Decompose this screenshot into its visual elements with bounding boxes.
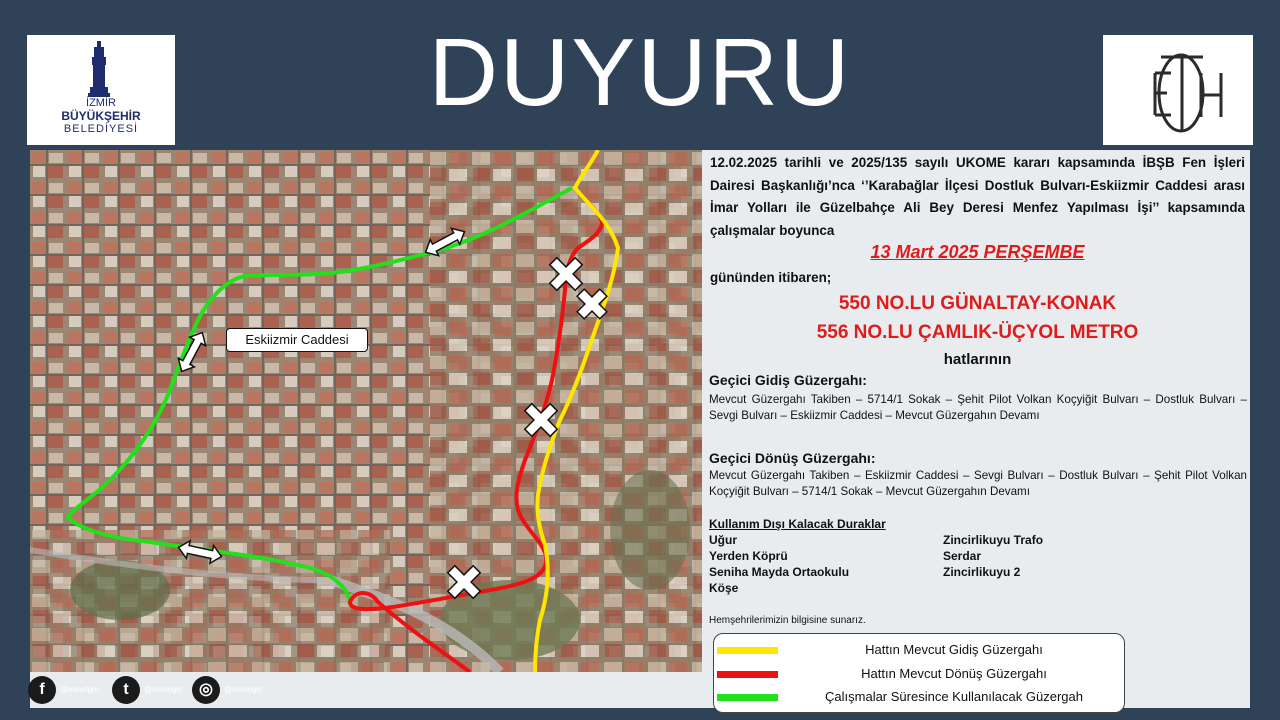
instagram-handle[interactable]: @eshotgm	[224, 685, 263, 694]
legend-label: Çalışmalar Süresince Kullanılacak Güzergah	[825, 689, 1083, 704]
legend-label: Hattın Mevcut Dönüş Güzergahı	[861, 666, 1047, 681]
bus-line-550: 550 NO.LU GÜNALTAY-KONAK	[838, 293, 1117, 314]
closing-note: Hemşehrilerimizin bilgisine sunarız.	[709, 615, 866, 626]
closed-stop: Uğur	[709, 533, 737, 547]
effective-date: 13 Mart 2025 PERŞEMBE	[870, 242, 1085, 262]
satellite-map-image	[30, 150, 702, 672]
legend-swatch-red	[717, 671, 778, 678]
closed-stop: Zincirlikuyu 2	[943, 565, 1021, 579]
legend-item-detour	[714, 687, 1126, 707]
logo-line-2: BÜYÜKŞEHİR	[61, 109, 141, 123]
effective-from-text: gününden itibaren;	[710, 270, 832, 285]
announcement-intro: 12.02.2025 tarihli ve 2025/135 sayılı UKOME kararı kapsamında İBŞB Fen İşleri Dairesi Başkanlığı’nca ‘’Karabağlar İlçesi Dostluk Bulvarı-Eskiizmir Caddesi arası İmar Yolları ile Güzelbahçe Ali Bey Deresi Menfez Yapılması İşi’’ kapsamında çalışmalar boyunca	[710, 155, 1245, 238]
return-route-heading: Geçici Dönüş Güzergahı:	[709, 450, 876, 466]
closed-stop: Yerden Köprü	[709, 549, 788, 563]
outbound-route-text: Mevcut Güzergahı Takiben – 5714/1 Sokak – Şehit Pilot Volkan Koçyiğit Bulvarı – Dostluk Bulvarı – Sevgi Bulvarı – Eskiizmir Caddesi – Mevcut Güzergahın Devamı	[709, 393, 1247, 422]
route-map	[30, 150, 702, 672]
legend-label: Hattın Mevcut Gidiş Güzergahı	[865, 642, 1043, 657]
closed-stops-heading: Kullanım Dışı Kalacak Duraklar	[709, 517, 886, 531]
outbound-route-heading: Geçici Gidiş Güzergahı:	[709, 372, 867, 388]
bus-line-556: 556 NO.LU ÇAMLIK-ÜÇYOL METRO	[816, 322, 1139, 343]
lines-word: hatlarının	[943, 351, 1012, 368]
twitter-icon[interactable]: t	[112, 676, 140, 704]
closed-stop: Seniha Mayda Ortaokulu	[709, 565, 850, 579]
twitter-handle[interactable]: @eshotgm	[144, 685, 183, 694]
instagram-icon[interactable]: ◎	[192, 676, 220, 704]
announcement-panel	[705, 150, 1250, 708]
return-route-text: Mevcut Güzergahı Takiben – Eskiizmir Caddesi – Sevgi Bulvarı – Dostluk Bulvarı – Şehit Pilot Volkan Koçyiğit Bulvarı – 5714/1 Sokak – Mevcut Güzergahın Devamı	[709, 469, 1247, 498]
facebook-handle[interactable]: @eshotgm	[60, 685, 99, 694]
eshot-monogram-icon	[1103, 35, 1253, 145]
legend-swatch-yellow	[717, 647, 778, 654]
closed-stop: Zincirlikuyu Trafo	[943, 533, 1044, 547]
closed-stop: Köşe	[709, 581, 739, 595]
legend-swatch-green	[717, 694, 778, 701]
legend-item-return	[714, 664, 1126, 684]
street-label: Eskiizmir Caddesi	[226, 328, 368, 352]
legend-item-outbound	[714, 640, 1126, 660]
page-title: DUYURU	[428, 19, 852, 126]
route-legend	[713, 633, 1125, 713]
facebook-icon[interactable]: f	[28, 676, 56, 704]
logo-line-3: BELEDİYESİ	[63, 123, 139, 135]
closed-stop: Serdar	[943, 549, 982, 563]
eshot-logo	[1103, 35, 1253, 145]
logo-line-1: İZMİR	[86, 97, 116, 109]
izmir-municipality-logo	[27, 35, 175, 145]
